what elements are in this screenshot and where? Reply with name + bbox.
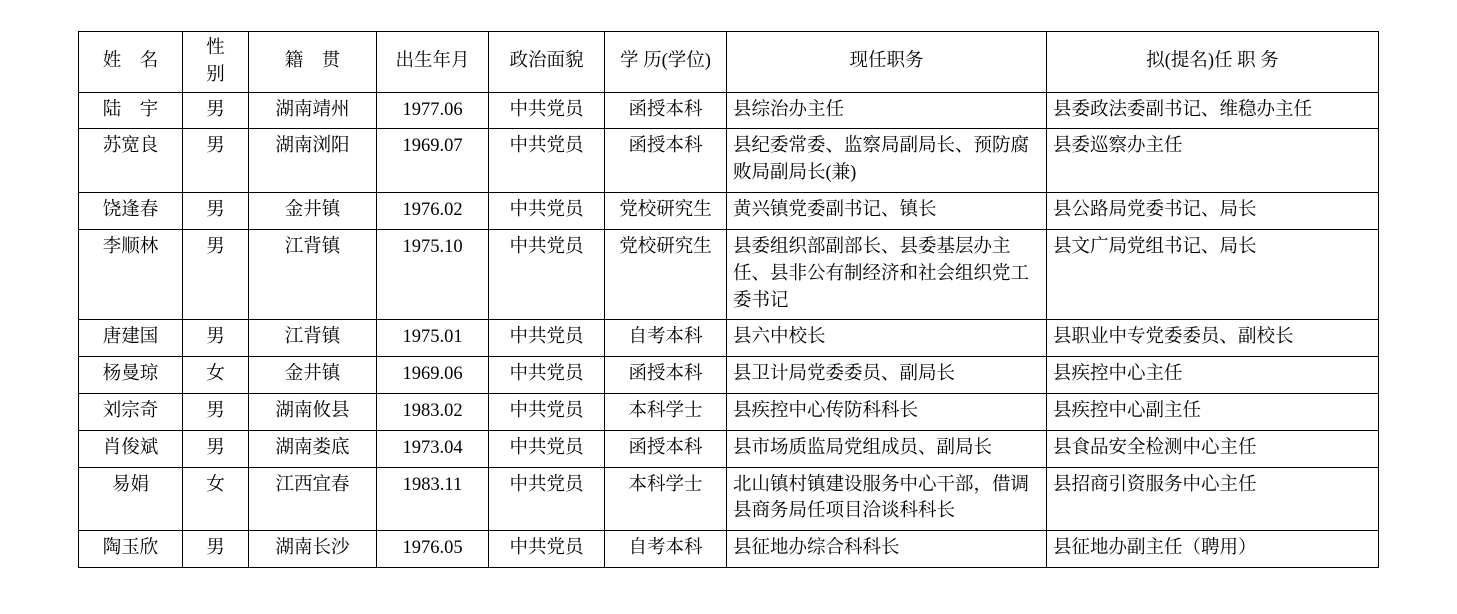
cell-proposed-position: 县职业中专党委委员、副校长 xyxy=(1047,320,1379,357)
cell-current-position: 北山镇村镇建设服务中心干部，借调县商务局任项目洽谈科科长 xyxy=(727,467,1047,531)
cell-sex: 男 xyxy=(183,229,249,319)
cell-origin: 湖南浏阳 xyxy=(249,129,377,193)
cell-birth: 1976.05 xyxy=(377,531,489,568)
cell-proposed-position: 县文广局党组书记、局长 xyxy=(1047,229,1379,319)
cell-birth: 1969.06 xyxy=(377,357,489,394)
table-row xyxy=(79,320,1379,357)
column-header-name: 姓 名 xyxy=(79,32,183,93)
cell-education: 自考本科 xyxy=(605,531,727,568)
cell-current-position: 县征地办综合科科长 xyxy=(727,531,1047,568)
cell-proposed-position: 县委政法委副书记、维稳办主任 xyxy=(1047,92,1379,129)
cell-origin: 江背镇 xyxy=(249,320,377,357)
cell-birth: 1976.02 xyxy=(377,193,489,230)
cell-origin: 江背镇 xyxy=(249,229,377,319)
cell-party: 中共党员 xyxy=(489,320,605,357)
cell-party: 中共党员 xyxy=(489,193,605,230)
cell-birth: 1975.01 xyxy=(377,320,489,357)
cell-birth: 1975.10 xyxy=(377,229,489,319)
cell-origin: 金井镇 xyxy=(249,357,377,394)
cell-party: 中共党员 xyxy=(489,430,605,467)
cell-education: 函授本科 xyxy=(605,129,727,193)
cell-party: 中共党员 xyxy=(489,467,605,531)
cell-education: 函授本科 xyxy=(605,92,727,129)
cell-party: 中共党员 xyxy=(489,129,605,193)
cell-origin: 湖南娄底 xyxy=(249,430,377,467)
cell-education: 党校研究生 xyxy=(605,229,727,319)
cell-education: 本科学士 xyxy=(605,393,727,430)
cell-name: 肖俊斌 xyxy=(79,430,183,467)
cell-birth: 1969.07 xyxy=(377,129,489,193)
cell-sex: 男 xyxy=(183,320,249,357)
cell-current-position: 黄兴镇党委副书记、镇长 xyxy=(727,193,1047,230)
column-header-education: 学 历(学位) xyxy=(605,32,727,93)
cell-origin: 湖南攸县 xyxy=(249,393,377,430)
cell-origin: 江西宜春 xyxy=(249,467,377,531)
cell-current-position: 县纪委常委、监察局副局长、预防腐败局副局长(兼) xyxy=(727,129,1047,193)
cell-proposed-position: 县招商引资服务中心主任 xyxy=(1047,467,1379,531)
column-header-current-position: 现任职务 xyxy=(727,32,1047,93)
cell-origin: 湖南靖州 xyxy=(249,92,377,129)
cadre-appointment-table xyxy=(78,31,1379,568)
cell-proposed-position: 县食品安全检测中心主任 xyxy=(1047,430,1379,467)
cell-current-position: 县疾控中心传防科科长 xyxy=(727,393,1047,430)
table-row xyxy=(79,467,1379,531)
cell-name: 易娟 xyxy=(79,467,183,531)
table-row xyxy=(79,531,1379,568)
cell-proposed-position: 县公路局党委书记、局长 xyxy=(1047,193,1379,230)
column-header-sex: 性 别 xyxy=(183,32,249,93)
cell-education: 函授本科 xyxy=(605,357,727,394)
cell-current-position: 县六中校长 xyxy=(727,320,1047,357)
cell-party: 中共党员 xyxy=(489,357,605,394)
cell-name: 陶玉欣 xyxy=(79,531,183,568)
cell-party: 中共党员 xyxy=(489,92,605,129)
cell-education: 本科学士 xyxy=(605,467,727,531)
cell-proposed-position: 县疾控中心副主任 xyxy=(1047,393,1379,430)
cell-origin: 金井镇 xyxy=(249,193,377,230)
cell-name: 饶逢春 xyxy=(79,193,183,230)
cell-education: 函授本科 xyxy=(605,430,727,467)
table-row xyxy=(79,357,1379,394)
cell-proposed-position: 县疾控中心主任 xyxy=(1047,357,1379,394)
cell-current-position: 县委组织部副部长、县委基层办主任、县非公有制经济和社会组织党工委书记 xyxy=(727,229,1047,319)
table-row xyxy=(79,92,1379,129)
table-row xyxy=(79,193,1379,230)
cell-name: 杨曼琼 xyxy=(79,357,183,394)
cell-current-position: 县市场质监局党组成员、副局长 xyxy=(727,430,1047,467)
cell-proposed-position: 县征地办副主任（聘用） xyxy=(1047,531,1379,568)
column-header-origin: 籍 贯 xyxy=(249,32,377,93)
cell-sex: 女 xyxy=(183,357,249,394)
cell-sex: 男 xyxy=(183,92,249,129)
cell-birth: 1983.11 xyxy=(377,467,489,531)
column-header-proposed-position: 拟(提名)任 职 务 xyxy=(1047,32,1379,93)
column-header-birth: 出生年月 xyxy=(377,32,489,93)
cell-party: 中共党员 xyxy=(489,531,605,568)
table-row xyxy=(79,129,1379,193)
cell-sex: 女 xyxy=(183,467,249,531)
cell-current-position: 县综治办主任 xyxy=(727,92,1047,129)
column-header-party: 政治面貌 xyxy=(489,32,605,93)
cell-name: 李顺林 xyxy=(79,229,183,319)
cell-name: 陆 宇 xyxy=(79,92,183,129)
table-row xyxy=(79,229,1379,319)
cell-sex: 男 xyxy=(183,430,249,467)
table-row xyxy=(79,393,1379,430)
cell-name: 唐建国 xyxy=(79,320,183,357)
cell-sex: 男 xyxy=(183,531,249,568)
cell-sex: 男 xyxy=(183,129,249,193)
table-row xyxy=(79,430,1379,467)
cell-birth: 1977.06 xyxy=(377,92,489,129)
table-header-row xyxy=(79,32,1379,93)
cell-birth: 1983.02 xyxy=(377,393,489,430)
cell-sex: 男 xyxy=(183,393,249,430)
cell-party: 中共党员 xyxy=(489,393,605,430)
cell-proposed-position: 县委巡察办主任 xyxy=(1047,129,1379,193)
cell-birth: 1973.04 xyxy=(377,430,489,467)
cell-education: 自考本科 xyxy=(605,320,727,357)
cell-name: 苏宽良 xyxy=(79,129,183,193)
cell-origin: 湖南长沙 xyxy=(249,531,377,568)
cell-name: 刘宗奇 xyxy=(79,393,183,430)
cell-current-position: 县卫计局党委委员、副局长 xyxy=(727,357,1047,394)
cell-sex: 男 xyxy=(183,193,249,230)
cell-education: 党校研究生 xyxy=(605,193,727,230)
cell-party: 中共党员 xyxy=(489,229,605,319)
